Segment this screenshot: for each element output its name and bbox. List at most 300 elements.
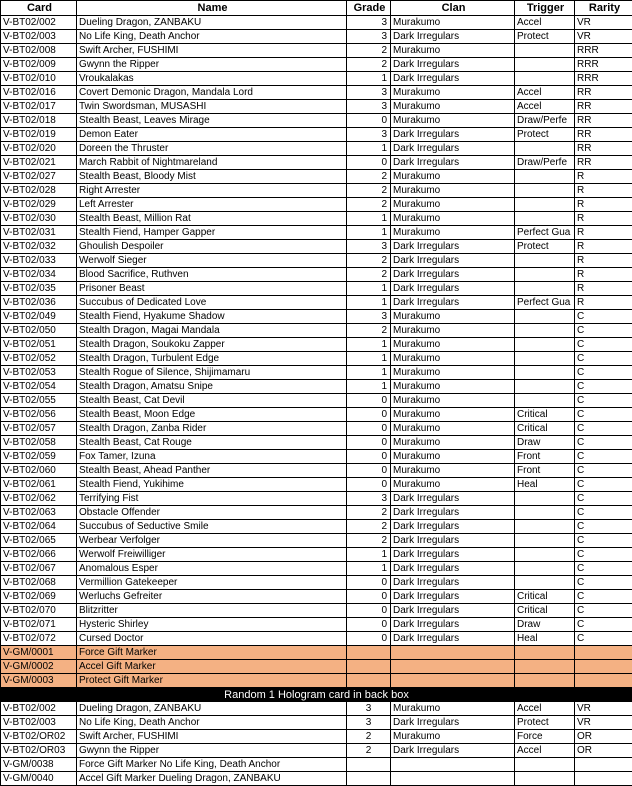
name-cell[interactable]: Werwolf Sieger xyxy=(77,254,347,268)
name-cell[interactable]: Stealth Fiend, Hamper Gapper xyxy=(77,226,347,240)
card-cell[interactable]: V-BT02/050 xyxy=(1,324,77,338)
trigger-cell[interactable] xyxy=(515,548,575,562)
rarity-cell[interactable]: RRR xyxy=(575,58,632,72)
card-cell[interactable]: V-BT02/052 xyxy=(1,352,77,366)
name-cell[interactable]: Swift Archer, FUSHIMI xyxy=(77,44,347,58)
name-cell[interactable]: Stealth Dragon, Magai Mandala xyxy=(77,324,347,338)
trigger-cell[interactable] xyxy=(515,58,575,72)
clan-cell[interactable]: Dark Irregulars xyxy=(391,632,515,646)
clan-cell[interactable]: Dark Irregulars xyxy=(391,576,515,590)
name-cell[interactable]: Dueling Dragon, ZANBAKU xyxy=(77,16,347,30)
clan-cell[interactable]: Murakumo xyxy=(391,310,515,324)
name-cell[interactable]: Stealth Beast, Cat Devil xyxy=(77,394,347,408)
rarity-cell[interactable] xyxy=(575,646,632,660)
trigger-cell[interactable]: Critical xyxy=(515,422,575,436)
grade-cell[interactable]: 0 xyxy=(347,394,391,408)
trigger-cell[interactable]: Critical xyxy=(515,604,575,618)
rarity-cell[interactable]: C xyxy=(575,632,632,646)
header-trigger[interactable]: Trigger xyxy=(515,1,575,16)
rarity-cell[interactable]: C xyxy=(575,548,632,562)
rarity-cell[interactable]: R xyxy=(575,296,632,310)
grade-cell[interactable]: 2 xyxy=(347,184,391,198)
header-clan[interactable]: Clan xyxy=(391,1,515,16)
card-cell[interactable]: V-BT02/064 xyxy=(1,520,77,534)
clan-cell[interactable]: Murakumo xyxy=(391,338,515,352)
trigger-cell[interactable] xyxy=(515,394,575,408)
trigger-cell[interactable] xyxy=(515,212,575,226)
trigger-cell[interactable] xyxy=(515,338,575,352)
name-cell[interactable]: Stealth Beast, Million Rat xyxy=(77,212,347,226)
grade-cell[interactable]: 0 xyxy=(347,478,391,492)
trigger-cell[interactable]: Critical xyxy=(515,590,575,604)
name-cell[interactable]: Stealth Beast, Leaves Mirage xyxy=(77,114,347,128)
card-cell[interactable]: V-BT02/031 xyxy=(1,226,77,240)
clan-cell[interactable]: Murakumo xyxy=(391,394,515,408)
card-cell[interactable]: V-BT02/019 xyxy=(1,128,77,142)
card-cell[interactable]: V-GM/0038 xyxy=(1,758,77,772)
card-cell[interactable]: V-BT02/067 xyxy=(1,562,77,576)
grade-cell[interactable]: 0 xyxy=(347,604,391,618)
name-cell[interactable]: Succubus of Dedicated Love xyxy=(77,296,347,310)
clan-cell[interactable]: Dark Irregulars xyxy=(391,254,515,268)
clan-cell[interactable]: Murakumo xyxy=(391,408,515,422)
rarity-cell[interactable]: R xyxy=(575,226,632,240)
grade-cell[interactable]: 0 xyxy=(347,450,391,464)
name-cell[interactable]: Fox Tamer, Izuna xyxy=(77,450,347,464)
rarity-cell[interactable]: OR xyxy=(575,730,632,744)
rarity-cell[interactable]: C xyxy=(575,534,632,548)
rarity-cell[interactable]: R xyxy=(575,240,632,254)
name-cell[interactable]: Stealth Beast, Bloody Mist xyxy=(77,170,347,184)
grade-cell[interactable]: 3 xyxy=(347,100,391,114)
grade-cell[interactable]: 2 xyxy=(347,58,391,72)
clan-cell[interactable] xyxy=(391,660,515,674)
rarity-cell[interactable]: C xyxy=(575,422,632,436)
card-cell[interactable]: V-BT02/021 xyxy=(1,156,77,170)
banner-text[interactable]: Random 1 Hologram card in back box xyxy=(1,688,632,702)
card-cell[interactable]: V-BT02/068 xyxy=(1,576,77,590)
name-cell[interactable]: Obstacle Offender xyxy=(77,506,347,520)
name-cell[interactable]: Force Gift Marker xyxy=(77,646,347,660)
rarity-cell[interactable]: R xyxy=(575,184,632,198)
card-cell[interactable]: V-BT02/016 xyxy=(1,86,77,100)
grade-cell[interactable]: 3 xyxy=(347,716,391,730)
name-cell[interactable]: Gwynn the Ripper xyxy=(77,58,347,72)
card-cell[interactable]: V-BT02/002 xyxy=(1,702,77,716)
trigger-cell[interactable] xyxy=(515,674,575,688)
rarity-cell[interactable]: VR xyxy=(575,702,632,716)
rarity-cell[interactable]: R xyxy=(575,198,632,212)
clan-cell[interactable]: Dark Irregulars xyxy=(391,604,515,618)
grade-cell[interactable] xyxy=(347,660,391,674)
name-cell[interactable]: Stealth Dragon, Zanba Rider xyxy=(77,422,347,436)
clan-cell[interactable]: Dark Irregulars xyxy=(391,506,515,520)
grade-cell[interactable]: 1 xyxy=(347,366,391,380)
clan-cell[interactable]: Murakumo xyxy=(391,464,515,478)
clan-cell[interactable]: Murakumo xyxy=(391,352,515,366)
rarity-cell[interactable]: R xyxy=(575,170,632,184)
trigger-cell[interactable]: Force xyxy=(515,730,575,744)
grade-cell[interactable]: 0 xyxy=(347,114,391,128)
card-cell[interactable]: V-BT02/003 xyxy=(1,716,77,730)
card-cell[interactable]: V-BT02/003 xyxy=(1,30,77,44)
rarity-cell[interactable]: C xyxy=(575,436,632,450)
grade-cell[interactable]: 0 xyxy=(347,436,391,450)
trigger-cell[interactable] xyxy=(515,366,575,380)
clan-cell[interactable]: Murakumo xyxy=(391,212,515,226)
rarity-cell[interactable]: RR xyxy=(575,128,632,142)
name-cell[interactable]: Right Arrester xyxy=(77,184,347,198)
card-cell[interactable]: V-BT02/066 xyxy=(1,548,77,562)
clan-cell[interactable]: Murakumo xyxy=(391,114,515,128)
trigger-cell[interactable]: Accel xyxy=(515,744,575,758)
grade-cell[interactable] xyxy=(347,758,391,772)
rarity-cell[interactable]: C xyxy=(575,408,632,422)
trigger-cell[interactable] xyxy=(515,324,575,338)
name-cell[interactable]: Stealth Fiend, Hyakume Shadow xyxy=(77,310,347,324)
card-cell[interactable]: V-BT02/049 xyxy=(1,310,77,324)
card-cell[interactable]: V-GM/0002 xyxy=(1,660,77,674)
card-cell[interactable]: V-BT02/OR03 xyxy=(1,744,77,758)
rarity-cell[interactable]: RR xyxy=(575,142,632,156)
trigger-cell[interactable]: Protect xyxy=(515,716,575,730)
grade-cell[interactable]: 3 xyxy=(347,310,391,324)
name-cell[interactable]: Stealth Dragon, Amatsu Snipe xyxy=(77,380,347,394)
name-cell[interactable]: Twin Swordsman, MUSASHI xyxy=(77,100,347,114)
name-cell[interactable]: Stealth Fiend, Yukihime xyxy=(77,478,347,492)
clan-cell[interactable]: Murakumo xyxy=(391,450,515,464)
card-cell[interactable]: V-BT02/058 xyxy=(1,436,77,450)
grade-cell[interactable]: 1 xyxy=(347,380,391,394)
clan-cell[interactable]: Dark Irregulars xyxy=(391,744,515,758)
grade-cell[interactable]: 1 xyxy=(347,72,391,86)
clan-cell[interactable]: Dark Irregulars xyxy=(391,142,515,156)
rarity-cell[interactable]: C xyxy=(575,394,632,408)
name-cell[interactable]: Stealth Beast, Moon Edge xyxy=(77,408,347,422)
clan-cell[interactable]: Murakumo xyxy=(391,422,515,436)
header-grade[interactable]: Grade xyxy=(347,1,391,16)
grade-cell[interactable]: 3 xyxy=(347,492,391,506)
rarity-cell[interactable]: R xyxy=(575,212,632,226)
grade-cell[interactable]: 0 xyxy=(347,632,391,646)
rarity-cell[interactable]: R xyxy=(575,268,632,282)
card-cell[interactable]: V-BT02/010 xyxy=(1,72,77,86)
card-cell[interactable]: V-BT02/032 xyxy=(1,240,77,254)
trigger-cell[interactable]: Draw/Perfe xyxy=(515,114,575,128)
name-cell[interactable]: Doreen the Thruster xyxy=(77,142,347,156)
trigger-cell[interactable] xyxy=(515,198,575,212)
trigger-cell[interactable]: Front xyxy=(515,450,575,464)
trigger-cell[interactable]: Draw xyxy=(515,618,575,632)
grade-cell[interactable]: 1 xyxy=(347,226,391,240)
rarity-cell[interactable]: C xyxy=(575,562,632,576)
card-cell[interactable]: V-BT02/061 xyxy=(1,478,77,492)
card-cell[interactable]: V-BT02/035 xyxy=(1,282,77,296)
card-cell[interactable]: V-BT02/065 xyxy=(1,534,77,548)
trigger-cell[interactable] xyxy=(515,170,575,184)
trigger-cell[interactable]: Accel xyxy=(515,100,575,114)
clan-cell[interactable] xyxy=(391,674,515,688)
trigger-cell[interactable]: Protect xyxy=(515,128,575,142)
rarity-cell[interactable]: R xyxy=(575,254,632,268)
rarity-cell[interactable]: C xyxy=(575,464,632,478)
rarity-cell[interactable]: C xyxy=(575,366,632,380)
name-cell[interactable]: Gwynn the Ripper xyxy=(77,744,347,758)
rarity-cell[interactable]: C xyxy=(575,506,632,520)
name-cell[interactable]: Accel Gift Marker Dueling Dragon, ZANBAKU xyxy=(77,772,347,786)
rarity-cell[interactable]: RRR xyxy=(575,44,632,58)
clan-cell[interactable]: Dark Irregulars xyxy=(391,492,515,506)
trigger-cell[interactable]: Draw xyxy=(515,436,575,450)
trigger-cell[interactable]: Protect xyxy=(515,240,575,254)
name-cell[interactable]: Blitzritter xyxy=(77,604,347,618)
card-cell[interactable]: V-BT02/002 xyxy=(1,16,77,30)
clan-cell[interactable] xyxy=(391,646,515,660)
grade-cell[interactable]: 2 xyxy=(347,324,391,338)
card-cell[interactable]: V-BT02/OR02 xyxy=(1,730,77,744)
clan-cell[interactable]: Murakumo xyxy=(391,730,515,744)
trigger-cell[interactable]: Draw/Perfe xyxy=(515,156,575,170)
card-cell[interactable]: V-GM/0040 xyxy=(1,772,77,786)
rarity-cell[interactable]: C xyxy=(575,478,632,492)
name-cell[interactable]: Stealth Beast, Ahead Panther xyxy=(77,464,347,478)
clan-cell[interactable]: Dark Irregulars xyxy=(391,30,515,44)
name-cell[interactable]: Anomalous Esper xyxy=(77,562,347,576)
card-cell[interactable]: V-BT02/072 xyxy=(1,632,77,646)
name-cell[interactable]: Blood Sacrifice, Ruthven xyxy=(77,268,347,282)
name-cell[interactable]: Swift Archer, FUSHIMI xyxy=(77,730,347,744)
name-cell[interactable]: Vermillion Gatekeeper xyxy=(77,576,347,590)
card-cell[interactable]: V-BT02/069 xyxy=(1,590,77,604)
card-cell[interactable]: V-BT02/055 xyxy=(1,394,77,408)
grade-cell[interactable]: 2 xyxy=(347,198,391,212)
rarity-cell[interactable]: RRR xyxy=(575,72,632,86)
name-cell[interactable]: Prisoner Beast xyxy=(77,282,347,296)
card-cell[interactable]: V-BT02/054 xyxy=(1,380,77,394)
grade-cell[interactable]: 0 xyxy=(347,576,391,590)
clan-cell[interactable]: Murakumo xyxy=(391,366,515,380)
name-cell[interactable]: Stealth Dragon, Soukoku Zapper xyxy=(77,338,347,352)
grade-cell[interactable] xyxy=(347,772,391,786)
grade-cell[interactable] xyxy=(347,646,391,660)
card-cell[interactable]: V-BT02/059 xyxy=(1,450,77,464)
grade-cell[interactable]: 3 xyxy=(347,240,391,254)
trigger-cell[interactable]: Perfect Gua xyxy=(515,226,575,240)
rarity-cell[interactable] xyxy=(575,660,632,674)
clan-cell[interactable]: Murakumo xyxy=(391,86,515,100)
card-cell[interactable]: V-BT02/051 xyxy=(1,338,77,352)
grade-cell[interactable]: 0 xyxy=(347,422,391,436)
grade-cell[interactable]: 2 xyxy=(347,268,391,282)
name-cell[interactable]: Stealth Dragon, Turbulent Edge xyxy=(77,352,347,366)
rarity-cell[interactable]: RR xyxy=(575,86,632,100)
card-cell[interactable]: V-BT02/017 xyxy=(1,100,77,114)
trigger-cell[interactable] xyxy=(515,534,575,548)
name-cell[interactable]: Demon Eater xyxy=(77,128,347,142)
card-cell[interactable]: V-BT02/033 xyxy=(1,254,77,268)
grade-cell[interactable]: 3 xyxy=(347,30,391,44)
card-cell[interactable]: V-BT02/063 xyxy=(1,506,77,520)
rarity-cell[interactable]: C xyxy=(575,576,632,590)
trigger-cell[interactable] xyxy=(515,142,575,156)
name-cell[interactable]: Vroukalakas xyxy=(77,72,347,86)
card-cell[interactable]: V-GM/0003 xyxy=(1,674,77,688)
name-cell[interactable]: Werwolf Freiwilliger xyxy=(77,548,347,562)
card-cell[interactable]: V-BT02/009 xyxy=(1,58,77,72)
rarity-cell[interactable]: C xyxy=(575,618,632,632)
name-cell[interactable]: Werluchs Gefreiter xyxy=(77,590,347,604)
name-cell[interactable]: Left Arrester xyxy=(77,198,347,212)
clan-cell[interactable]: Murakumo xyxy=(391,100,515,114)
trigger-cell[interactable] xyxy=(515,310,575,324)
trigger-cell[interactable]: Front xyxy=(515,464,575,478)
grade-cell[interactable]: 1 xyxy=(347,142,391,156)
trigger-cell[interactable]: Critical xyxy=(515,408,575,422)
rarity-cell[interactable]: C xyxy=(575,380,632,394)
grade-cell[interactable]: 3 xyxy=(347,86,391,100)
trigger-cell[interactable] xyxy=(515,772,575,786)
grade-cell[interactable]: 2 xyxy=(347,520,391,534)
grade-cell[interactable]: 1 xyxy=(347,352,391,366)
grade-cell[interactable] xyxy=(347,674,391,688)
trigger-cell[interactable] xyxy=(515,268,575,282)
rarity-cell[interactable]: C xyxy=(575,492,632,506)
card-cell[interactable]: V-BT02/060 xyxy=(1,464,77,478)
grade-cell[interactable]: 3 xyxy=(347,702,391,716)
card-cell[interactable]: V-BT02/034 xyxy=(1,268,77,282)
trigger-cell[interactable] xyxy=(515,380,575,394)
grade-cell[interactable]: 2 xyxy=(347,730,391,744)
trigger-cell[interactable] xyxy=(515,520,575,534)
trigger-cell[interactable] xyxy=(515,44,575,58)
trigger-cell[interactable]: Accel xyxy=(515,702,575,716)
clan-cell[interactable]: Murakumo xyxy=(391,478,515,492)
rarity-cell[interactable]: C xyxy=(575,352,632,366)
grade-cell[interactable]: 2 xyxy=(347,44,391,58)
grade-cell[interactable]: 1 xyxy=(347,562,391,576)
clan-cell[interactable]: Dark Irregulars xyxy=(391,58,515,72)
rarity-cell[interactable] xyxy=(575,674,632,688)
rarity-cell[interactable]: C xyxy=(575,450,632,464)
clan-cell[interactable]: Dark Irregulars xyxy=(391,590,515,604)
clan-cell[interactable]: Murakumo xyxy=(391,226,515,240)
card-cell[interactable]: V-BT02/008 xyxy=(1,44,77,58)
trigger-cell[interactable] xyxy=(515,758,575,772)
grade-cell[interactable]: 2 xyxy=(347,170,391,184)
trigger-cell[interactable]: Heal xyxy=(515,632,575,646)
trigger-cell[interactable] xyxy=(515,72,575,86)
card-cell[interactable]: V-BT02/020 xyxy=(1,142,77,156)
name-cell[interactable]: No Life King, Death Anchor xyxy=(77,30,347,44)
clan-cell[interactable]: Murakumo xyxy=(391,44,515,58)
name-cell[interactable]: Covert Demonic Dragon, Mandala Lord xyxy=(77,86,347,100)
grade-cell[interactable]: 2 xyxy=(347,506,391,520)
name-cell[interactable]: Hysteric Shirley xyxy=(77,618,347,632)
clan-cell[interactable]: Dark Irregulars xyxy=(391,268,515,282)
card-cell[interactable]: V-BT02/056 xyxy=(1,408,77,422)
name-cell[interactable]: Force Gift Marker No Life King, Death Anchor xyxy=(77,758,347,772)
name-cell[interactable]: Dueling Dragon, ZANBAKU xyxy=(77,702,347,716)
grade-cell[interactable]: 3 xyxy=(347,16,391,30)
card-cell[interactable]: V-BT02/071 xyxy=(1,618,77,632)
name-cell[interactable]: Succubus of Seductive Smile xyxy=(77,520,347,534)
card-cell[interactable]: V-BT02/057 xyxy=(1,422,77,436)
rarity-cell[interactable]: R xyxy=(575,282,632,296)
grade-cell[interactable]: 0 xyxy=(347,408,391,422)
name-cell[interactable]: Terrifying Fist xyxy=(77,492,347,506)
clan-cell[interactable] xyxy=(391,772,515,786)
rarity-cell[interactable]: RR xyxy=(575,114,632,128)
trigger-cell[interactable]: Heal xyxy=(515,478,575,492)
grade-cell[interactable]: 1 xyxy=(347,296,391,310)
card-cell[interactable]: V-BT02/030 xyxy=(1,212,77,226)
rarity-cell[interactable]: RR xyxy=(575,156,632,170)
clan-cell[interactable]: Murakumo xyxy=(391,184,515,198)
clan-cell[interactable]: Murakumo xyxy=(391,380,515,394)
name-cell[interactable]: Werbear Verfolger xyxy=(77,534,347,548)
grade-cell[interactable]: 1 xyxy=(347,212,391,226)
name-cell[interactable]: Accel Gift Marker xyxy=(77,660,347,674)
trigger-cell[interactable] xyxy=(515,576,575,590)
trigger-cell[interactable]: Accel xyxy=(515,16,575,30)
clan-cell[interactable]: Dark Irregulars xyxy=(391,156,515,170)
name-cell[interactable]: Ghoulish Despoiler xyxy=(77,240,347,254)
trigger-cell[interactable] xyxy=(515,562,575,576)
clan-cell[interactable]: Dark Irregulars xyxy=(391,534,515,548)
trigger-cell[interactable] xyxy=(515,254,575,268)
grade-cell[interactable]: 0 xyxy=(347,590,391,604)
trigger-cell[interactable]: Accel xyxy=(515,86,575,100)
name-cell[interactable]: Cursed Doctor xyxy=(77,632,347,646)
trigger-cell[interactable] xyxy=(515,184,575,198)
trigger-cell[interactable] xyxy=(515,492,575,506)
header-rarity[interactable]: Rarity xyxy=(575,1,632,16)
trigger-cell[interactable] xyxy=(515,660,575,674)
grade-cell[interactable]: 2 xyxy=(347,744,391,758)
trigger-cell[interactable] xyxy=(515,646,575,660)
clan-cell[interactable]: Dark Irregulars xyxy=(391,562,515,576)
card-cell[interactable]: V-BT02/018 xyxy=(1,114,77,128)
card-cell[interactable]: V-BT02/062 xyxy=(1,492,77,506)
header-name[interactable]: Name xyxy=(77,1,347,16)
clan-cell[interactable]: Dark Irregulars xyxy=(391,716,515,730)
rarity-cell[interactable]: VR xyxy=(575,16,632,30)
clan-cell[interactable]: Murakumo xyxy=(391,198,515,212)
clan-cell[interactable]: Dark Irregulars xyxy=(391,240,515,254)
grade-cell[interactable]: 1 xyxy=(347,282,391,296)
name-cell[interactable]: Protect Gift Marker xyxy=(77,674,347,688)
rarity-cell[interactable]: C xyxy=(575,520,632,534)
card-cell[interactable]: V-BT02/070 xyxy=(1,604,77,618)
rarity-cell[interactable] xyxy=(575,758,632,772)
clan-cell[interactable]: Murakumo xyxy=(391,436,515,450)
rarity-cell[interactable]: RR xyxy=(575,100,632,114)
rarity-cell[interactable]: C xyxy=(575,590,632,604)
rarity-cell[interactable]: OR xyxy=(575,744,632,758)
header-card[interactable]: Card xyxy=(1,1,77,16)
clan-cell[interactable]: Murakumo xyxy=(391,324,515,338)
clan-cell[interactable]: Murakumo xyxy=(391,16,515,30)
trigger-cell[interactable] xyxy=(515,282,575,296)
trigger-cell[interactable] xyxy=(515,506,575,520)
trigger-cell[interactable] xyxy=(515,352,575,366)
grade-cell[interactable]: 0 xyxy=(347,464,391,478)
card-cell[interactable]: V-BT02/027 xyxy=(1,170,77,184)
clan-cell[interactable] xyxy=(391,758,515,772)
card-cell[interactable]: V-BT02/036 xyxy=(1,296,77,310)
rarity-cell[interactable]: VR xyxy=(575,30,632,44)
card-cell[interactable]: V-BT02/053 xyxy=(1,366,77,380)
